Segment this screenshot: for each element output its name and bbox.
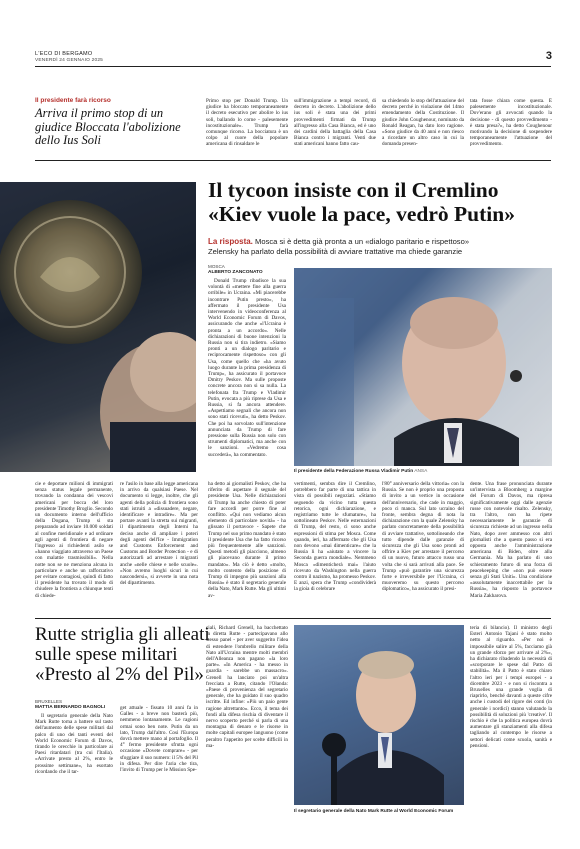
section-divider xyxy=(35,160,551,161)
continued-column-1: cie e deportare milioni di immigrati senza status legale permanente, trovando la condanna dei vescovi americani per bocca del loro presidente Timothy Broglio. Secondo un documento interno dell'ufficio della Dogana, Trump si sta preparando ad inviare 10.000 soldati al confine meridionale e ad ordinare agli agenti di frontiera di negare l'ingresso ai richiedenti asilo se «hanno viaggiato attraverso un Paese con malattie trasmissibili». Nella notte non se ne menziona alcuna in particolare e anche un rafforzativo per evitare contagiosi, quindi di fatto il presidente ha trovato il modo di chiudere la frontiera a chiunque tenti di chiede- xyxy=(35,481,113,599)
main-column-4: l'80° anniversario della vittoria» con la Russia. Se non è proprio una proposta di invito a un vertice in occasione dell'anniversario, che cade in maggio, poco ci manca. Sul lato ucraino del fronte, sembra degna di nota la dichiarazione con la quale Zelensky ha parlato concretamente della possibilità di avviare trattative, sottolineando che tutto dipende dalle garanzie di sicurezza che gli Usa sono pronti ad offrire a Kiev per arrestare il percorso di un nuovo, futuro attacco russo una volta che si sarà arrivati alla pace. Se Trump «può garantire una sicurezza forte e irreversibile per l'Ucraina, ci muoveremo su questo percorso diplomatico», ha assicurato il presi- xyxy=(382,481,464,593)
putin-photo-illustration xyxy=(294,268,552,466)
putin-photo xyxy=(294,268,552,466)
subheadline-label: La risposta. xyxy=(208,237,253,246)
rutte-photo xyxy=(294,625,464,805)
newspaper-name: L'ECO DI BERGAMO xyxy=(35,51,93,57)
rutte-headline-line-2: sulle spese militari xyxy=(35,644,178,665)
masthead-rule xyxy=(35,66,551,67)
rutte-column-4: teria di bilancio). Il ministro degli Esteri Antonio Tajani è stato molto netto al riguardo. «Per noi è impossibile salire al 5%, facciamo già un grande sforzo per arrivare al 2%», ha dichiarato ribadendo la necessità di «scorporare le spese dal Patto di stabilità». Ma il Patto è stato chiaro l'altro ieri per i tempi europei - a dicembre 2023 - e non si riscontra a Bruxelles una grande voglia di riaprirlo, benché davanti a queste cifre anche i custodi del rigore dei conti (in generale i nordici) stanno valutando la possibilità di soluzioni più 'creative'. Il rischio è che la politica europea dovrà aumentare gli stanziamenti alla difesa tagliando al contempo le risorse a settori delicati come scuola, sanità e pensioni. xyxy=(470,625,552,749)
trump-photo xyxy=(0,182,196,472)
rutte-photo-illustration xyxy=(294,625,464,805)
rutte-column-3: ciali, Richard Grenell, ha bacchettato in diretta Rutte - partecipavano allo stesso panel - per aver suggerito l'idea di estendere l'ombrello militare della Nato all'Ucraina mentre molti membri dell'Alleanza non pagano «la loro parte». «In America - ha messo in guardia - sarebbe un massacro». Grenell ha lanciato poi un'altra frecciata a Rutte, citando l'Olanda: «Paese di provenienza del segretario generale, che ha guidato il suo quadro iscritte. Ed infine: «Più un paio gente ragione altrettanto». Ecco, il tema dei fondi alla difesa rischia di diventare il nervo scoperto perché si parla di una montagna di denaro e le risorse in molte capitali europee languono (come peraltro l'appetito per scelte difficili in ma- xyxy=(206,625,288,749)
sidebar-headline: Arriva il primo stop di un giudice Bloccata l'abolizione dello Ius Soli xyxy=(35,106,181,147)
rutte-headline-line-1: Rutte striglia gli alleati xyxy=(35,624,210,645)
main-column-5: dente. Una frase pronunciata durante un'intervista a Bloomberg a margine del Forum di Davos, ma ripresa significativamente oggi dalle agenzie russe con notevole risalto. Zelensky, tra l'altro, non ha ripete necessariamente le garanzie di sicurezza richieste ad un ingresso nella Nato, dopo aver ammesso con altri giornalisti che a questo passo si era opposta anche l'amministrazione americana di Biden, oltre alla Germania. Ma ha parlato di uno schieramento futuro di una forza di peacekeeping che «non può essere senza gli Stati Uniti». Una condizione «assolutamente inaccettabile per la Russia», ha risposto la portavoce Maria Zakharova. xyxy=(470,481,552,599)
rutte-photo-caption: Il segretario generale della Nato Mark Rutte al World Economic Forum xyxy=(294,809,454,814)
section-divider-2 xyxy=(35,618,551,619)
rutte-headline-line-3: «Presto al 2% del Pil» xyxy=(35,664,204,685)
sidebar-column-4: tata fosse chiara come questa. È palesemente incostituzionale. Dov'erano gli avvocati quando la decisione - di questo provvedimento - è stata presa?», ha detto Coughenour motivando la decisione di sospendere temporaneamente l'attuazione del provvedimento. xyxy=(470,98,552,148)
trump-photo-illustration xyxy=(0,182,196,472)
subheadline-text-2: Zelensky ha parlato della possibilità di avviare trattative ma chiede garanzie xyxy=(208,247,463,256)
subheadline-text-1: Mosca si è detta già pronta a un «dialogo paritario e rispettoso» xyxy=(252,237,470,246)
rutte-column-2: get attuale - fissato 10 anni fa in Galles - a breve non basterà più, nemmeno lontanamente. Le ragioni ormai sono ben note. Putin da un lato, Trump dall'altro. Così l'Europa dovrà mettere mano al portafoglio. Il 4° fermo presidente sfrutta ogni occasione «Dovete comprare» - per sfoggiare il suo numero: il 5% del Pil in difesa. Per dire l'aria che tira, l'invito di Trump per le Mission Spe- xyxy=(120,705,198,774)
sidebar-column-3: sa chiedendo lo stop dell'attuazione del decreto perché in violazione del 14mo emendamento della Costituzione. Il giudice John Coughenour, nominato da Ronald Reagan, ha dato loro ragione. «Sono giudice da 40 anni e non riesco a ricordare un altro caso in cui la domanda presen- xyxy=(382,98,464,148)
rutte-dateline: BRUXELLES xyxy=(35,699,63,704)
continued-column-2: re l'asilo in base alla legge americana in arrivo da qualsiasi Paese. Nel documento si legge, inoltre, che gli agenti della polizia di frontiera sono stati istruiti a «dissuadere, negare, identificare e intradire». Ma per portare avanti la stretta sui migranti, il dipartimento degli Interni ha deciso anche di ampliare i poteri degli agenti dell'Ice - Immigration and Customs Enforcement and Customs and Border Protection - e di autorizzarli ad arrestare i migranti anche «nelle chiese e nelle scuole». «Non avremo luoghi sicuri in cui nascondersi», si avverte in una nota del dipartimento. xyxy=(120,481,198,587)
main-subheadline xyxy=(208,237,558,246)
page-number: 3 xyxy=(545,50,552,62)
sidebar-column-1: Primo stop per Donald Trump. Un giudice ha bloccato temporaneamente il decreto esecutivo per abolire lo ius soli, ballando lo corne - palesemente incostituzionale». Trump farà comunque ricorso. La bocciatura è un colpo al cuore della popolare americana di rinsaldare le xyxy=(206,98,288,148)
sidebar-column-2: sull'immigrazione a tempi record, di decreto in decreto. L'abolizione dello ius soli è stata una dei primi provvedimenti firmati da Trump all'ingresso alla Casa Bianca, ed è uno dei cardini della battaglia della Casa Bianca contro i migranti. Venti due stati americani hanno fatto cau- xyxy=(294,98,376,148)
main-column-2: ha detto ai giornalisti Peskov, che ha riferito di aspettare il segnale del presidente Usa. Nelle dichiarazioni di Trump ha anche chiesto di poter fare accordi per porre fine al conflitto. «Qui non vediamo alcun elemento di particolare novità» - ha glissato il portavoce - Sapete che Trump nel suo primo mandato è stato il presidente Usa che ha fatto ricorso più frequentemente alle sanzioni. Questi metodi gli piacciono, almeno gli piacevano durante il primo mandato». Ma ciò è detto «molto, molto contento della posizione di Trump di impegno più sanzioni alla Russia» è stato il segretario generale della Nato, Mark Rutte. Ma gli ultimi av- xyxy=(208,481,286,599)
issue-date: VENERDÌ 24 GENNAIO 2025 xyxy=(35,58,104,63)
main-headline-line-2: «Kiev vuole la pace, vedrò Putin» xyxy=(208,202,515,226)
main-column-1: Donald Trump ribadisce la sua volontà di «mettere fine alla guerra orribile» in Ucraina. «Mi piacerebbe incontrare Putin presto», ha affermato il presidente Usa intervenendo in videoconferenza al World Economic Forum di Davos, assicurando che anche «l'Ucraina è pronta a un accordo». Nelle dichiarazioni di buone intenzioni la Russia non si tira indietro. «Siamo pronti a un dialogo paritario e reciprocamente rispettoso» con gli Usa, come quello che «ha avuto luogo durante la prima presidenza di Trump», ha assicurato il portavoce Dmitry Peskov. Ma sulle proposte concrete ancora non si sa nulla. La telefonata fra Trump e Vladimir Putin, evocata a più riprese da Usa e Russia, si fa ancora attendere. «Aspettiamo segnali che ancora non sono stati ricevuti», ha detto Peskov. Che poi ha sorvolato sull'intenzione annunciata da Trump di fare pressione sulla Russia non solo con strumenti diplomatici, ma anche con le sanzioni. «Vedremo cosa succederà», ha commentato. xyxy=(208,278,286,458)
putin-photo-caption: Il presidente della Federazione Russa Vladimir Putin ANSA xyxy=(294,469,428,474)
main-dateline: MOSCA xyxy=(208,264,225,269)
sidebar-kicker: Il presidente farà ricorso xyxy=(35,97,111,104)
rutte-byline: MATTIA BERNARDO BAGNOLI xyxy=(35,705,106,710)
main-byline: ALBERTO ZANCONATO xyxy=(208,270,263,275)
main-headline-line-1: Il tycoon insiste con il Cremlino xyxy=(208,178,499,202)
rutte-column-1: Il segretario generale della Nato Mark Rutte torna a battere sul tasto dell'aumento delle spese militari dal palco di uno dei tanti eventi del World Economic Forum di Davos, tirando le orecchie in particolare ai Paesi ritardatari (tra cui l'Italia). «Arrivate presto al 2%, entro le prossime settimane», ha esortato ricordando che il tar- xyxy=(35,713,113,775)
main-column-3: vertimenti, sembra dire il Cremlino, potrebbero far parte di una tattica in vista di possibili negoziati. «Stiamo seguendo da vicino tutta questa retorica, ogni dichiarazione, e registriamo tutte le sfumature», ha sottolineato Peskov. Nelle esternazioni di Trump, del resto, ci sono anche espressioni di stima per Mosca. Come quando, ieri, ha affermato che gli Usa non devono «mai dimenticare» che la Russia li ha «aiutato a vincere la Seconda guerra mondiale». Nemmeno Mosca «dimenticherà mai» l'aiuto ricevuto da Washington nella guerra contro il nazismo, ha promesso Peskov. E anzi, spera che Trump «condividerà la gioia di celebrare xyxy=(294,481,376,593)
